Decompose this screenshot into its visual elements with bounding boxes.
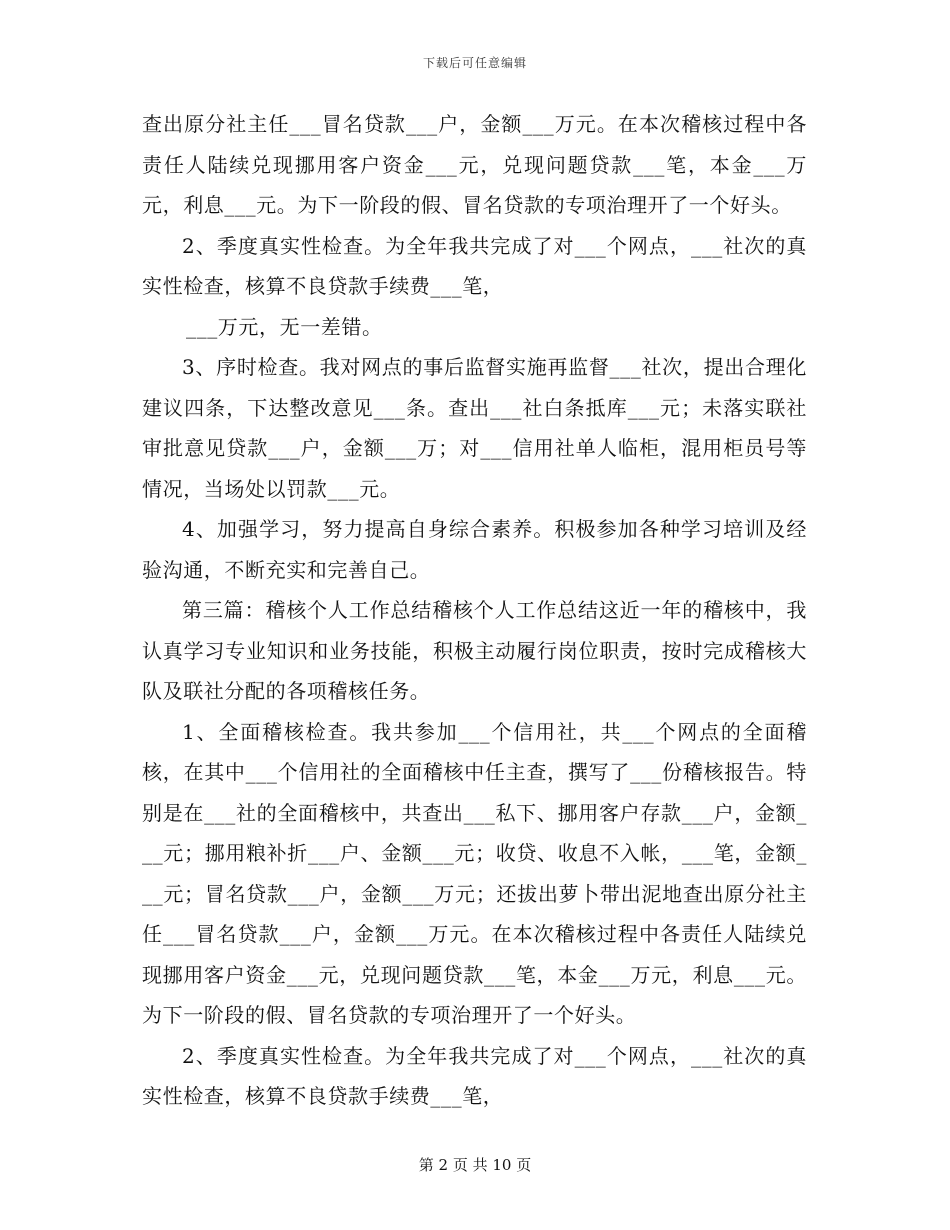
paragraph-study: 4、加强学习，努力提高自身综合素养。积极参加各种学习培训及经验沟通，不断充实和完善自己。	[142, 517, 807, 582]
page-header-note: 下载后可任意编辑	[422, 56, 527, 70]
paragraph-full-audit: 1、全面稽核检查。我共参加___个信用社，共___个网点的全面稽核，在其中___个信用社的全面稽核中任主查，撰写了___份稽核报告。特别是在___社的全面稽核中，共查出___私下、挪用客户存款___户，金额___元；挪用粮补折___户、金额___元；收贷、收息不入帐，___笔，金额___元；冒名贷款___户，金额___万元；还拔出萝卜带出泥地查出原分社主任___冒名贷款___户，金额___万元。在本次稽核过程中各责任人陆续兑现挪用客户资金___元，兑现问题贷款___笔，本金___万元，利息___元。为下一阶段的假、冒名贷款的专项治理开了一个好头。	[142, 719, 807, 1027]
paragraph-sequential-check: 3、序时检查。我对网点的事后监督实施再监督___社次，提出合理化建议四条，下达整改意见___条。查出___社白条抵库___元；未落实联社审批意见贷款___户，金额___万；对___信用社单人临柜，混用柜员号等情况，当场处以罚款___元。	[142, 355, 807, 501]
paragraph-part-three-intro: 第三篇：稽核个人工作总结稽核个人工作总结这近一年的稽核中，我认真学习专业知识和业务技能，积极主动履行岗位职责，按时完成稽核大队及联社分配的各项稽核任务。	[142, 598, 807, 703]
paragraph-continuation: 查出原分社主任___冒名贷款___户，金额___万元。在本次稽核过程中各责任人陆续兑现挪用客户资金___元，兑现问题贷款___笔，本金___万元，利息___元。为下一阶段的假、冒名贷款的专项治理开了一个好头。	[142, 112, 807, 217]
document-body	[142, 104, 807, 1117]
paragraph-quarterly-check-repeat: 2、季度真实性检查。为全年我共完成了对___个网点，___社次的真实性检查，核算不良贷款手续费___笔，	[142, 1043, 807, 1108]
paragraph-quarterly-check: 2、季度真实性检查。为全年我共完成了对___个网点，___社次的真实性检查，核算不良贷款手续费___笔，	[142, 233, 807, 298]
page-number-footer: 第 2 页 共 10 页	[418, 1156, 532, 1174]
paragraph-amount-line: ___万元，无一差错。	[186, 314, 383, 339]
